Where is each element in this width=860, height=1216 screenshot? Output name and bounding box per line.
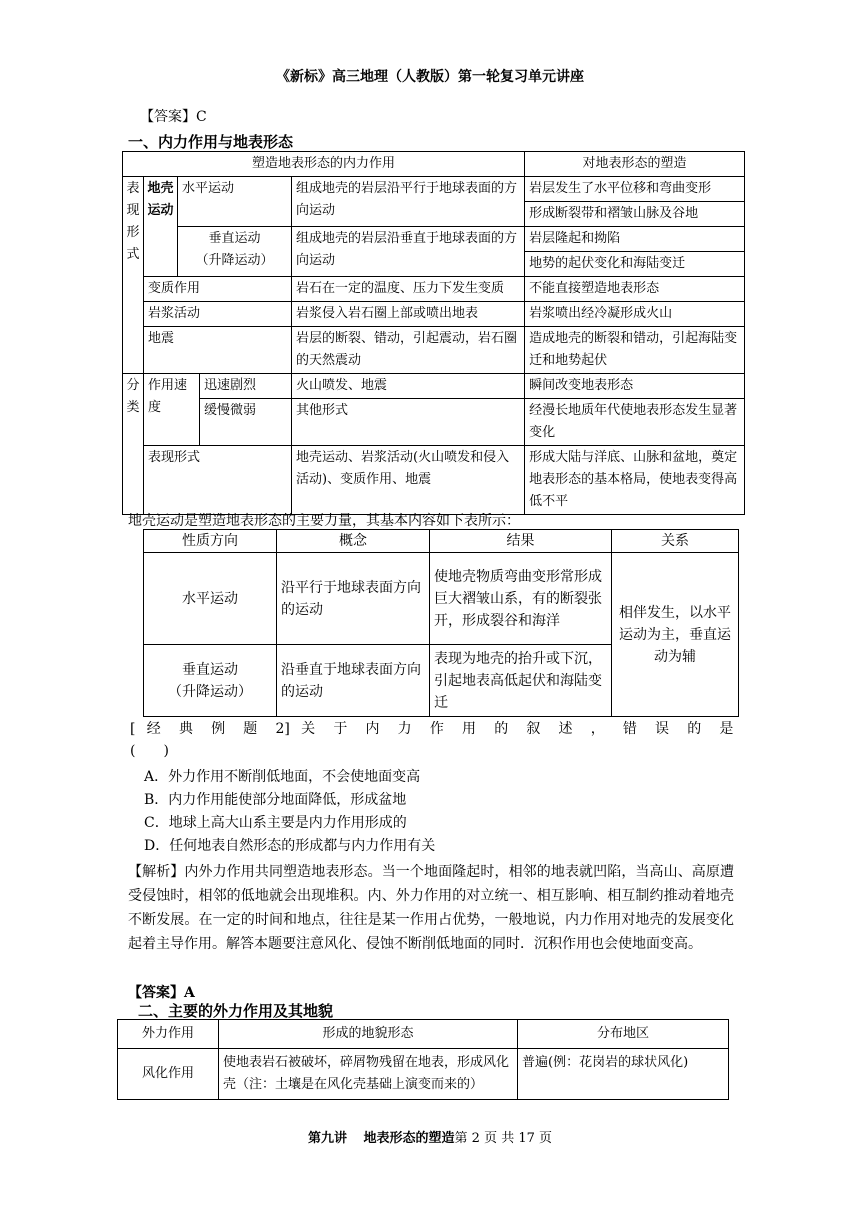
page-number: 第 2 页 共 17 页	[454, 1131, 553, 1146]
category-label: 分类	[123, 374, 144, 515]
vertical-sub-label: （升降运动）	[195, 253, 274, 268]
table-cell: 瞬间改变地表形态	[525, 374, 745, 399]
table-header-cell: 塑造地表形态的内力作用	[123, 152, 525, 177]
example-title-char: 述	[558, 721, 580, 737]
table-cell: 变质作用	[144, 277, 292, 302]
table-header-cell: 外力作用	[118, 1020, 219, 1049]
example-title-char: 于	[333, 721, 355, 737]
example-title-char: [	[130, 721, 136, 737]
example-title-char: 经	[146, 721, 168, 737]
answer-line: 【答案】C	[140, 109, 207, 125]
table-cell: 水平运动	[178, 177, 292, 227]
example-title-char: 内	[365, 721, 387, 737]
lecture-topic: 地表形态的塑造	[363, 1131, 455, 1146]
option-a: A．外力作用不断削低地面，不会使地面变高	[144, 769, 421, 785]
example-title-char: ，	[590, 721, 612, 737]
table-cell: 表现为地壳的抬升或下沉，引起地表高低起伏和海陆变迁	[430, 645, 612, 717]
exogenic-forces-table	[117, 1019, 729, 1100]
page-footer	[0, 1127, 860, 1146]
table-cell: 使地表岩石被破坏，碎屑物残留在地表，形成风化壳（注：土壤是在风化壳基础上演变而来的）	[219, 1049, 518, 1100]
table-cell: 岩浆侵入岩石圈上部或喷出地表	[292, 302, 525, 327]
table-cell: 水平运动	[144, 553, 277, 645]
page-header: 《新标》高三地理（人教版）第一轮复习单元讲座	[276, 69, 584, 85]
table-cell: 岩层发生了水平位移和弯曲变形	[525, 177, 745, 202]
analysis-paragraph: 【解析】内外力作用共同塑造地表形态。当一个地面隆起时，相邻的地表就凹陷，当高山、高原遭受侵蚀时，相邻的低地就会出现堆积。内、外力作用的对立统一、相互影响、相互制约推动着地壳不断发展。在一定的时间和地点，往往是某一作用占优势，一般地说，内力作用对地壳的发展变化起着主导作用。解答本题要注意风化、侵蚀不断削低地面的同时．沉积作用也会使地面变高。	[128, 864, 734, 952]
table-cell: 表现形式	[144, 446, 292, 515]
option-c: C．地球上高大山系主要是内力作用形成的	[144, 815, 407, 831]
table-cell: 地震	[144, 327, 292, 374]
table-cell: 形成断裂带和褶皱山脉及谷地	[525, 202, 745, 227]
table-cell: 沿垂直于地球表面方向的运动	[277, 645, 430, 717]
lecture-number: 第九讲	[307, 1131, 347, 1146]
table-header-cell: 分布地区	[518, 1020, 729, 1049]
options-list	[144, 766, 435, 858]
table-cell: 岩浆活动	[144, 302, 292, 327]
table-cell	[144, 645, 277, 717]
table-cell: 普遍(例：花岗岩的球状风化)	[518, 1049, 729, 1100]
table-cell	[178, 227, 292, 277]
section-title: 二、主要的外力作用及其地貌	[138, 1002, 334, 1020]
example-title-char: 关	[301, 721, 323, 737]
table-cell: 使地壳物质弯曲变形常形成巨大褶皱山系，有的断裂张开，形成裂谷和海洋	[430, 553, 612, 645]
answer-paren: ( )	[130, 743, 169, 759]
vertical-label: 垂直运动	[182, 661, 238, 678]
category-label: 地壳运动	[144, 177, 178, 277]
table-cell: 风化作用	[118, 1049, 219, 1100]
table-header-cell: 概念	[277, 530, 430, 553]
vertical-label: 垂直运动	[208, 231, 261, 246]
example-title-char: 题	[243, 721, 265, 737]
table-header-cell: 结果	[430, 530, 612, 553]
answer-line: 【答案】A	[128, 985, 195, 1001]
table-cell: 岩层隆起和拗陷	[525, 227, 745, 252]
intro-text: 地壳运动是塑造地表形态的主要力量，其基本内容如下表所示：	[128, 513, 520, 529]
table-cell: 组成地壳的岩层沿平行于地球表面的方向运动	[292, 177, 525, 227]
table-cell: 地势的起伏变化和海陆变迁	[525, 252, 745, 277]
example-title-char: 典	[178, 721, 200, 737]
option-b: B．内力作用能使部分地面降低，形成盆地	[144, 792, 407, 808]
table-cell: 地壳运动、岩浆活动(火山喷发和侵入活动)、变质作用、地震	[292, 446, 525, 515]
option-d: D．任何地表自然形态的形成都与内力作用有关	[144, 838, 436, 854]
example-title-char: 作	[429, 721, 451, 737]
table-cell: 岩浆喷出经冷凝形成火山	[525, 302, 745, 327]
table-cell: 沿平行于地球表面方向的运动	[277, 553, 430, 645]
vertical-sub-label: （升降运动）	[168, 683, 252, 700]
table-header-cell: 关系	[612, 530, 739, 553]
table-cell: 岩层的断裂、错动，引起震动，岩石圈的天然震动	[292, 327, 525, 374]
example-title-char: 是	[719, 721, 734, 737]
crustal-movement-table	[143, 529, 739, 717]
table-cell: 其他形式	[292, 399, 525, 446]
table-cell: 组成地壳的岩层沿垂直于地球表面的方向运动	[292, 227, 525, 277]
section-title: 一、内力作用与地表形态	[128, 133, 294, 151]
example-title-char: 误	[655, 721, 676, 737]
example-question	[130, 718, 733, 762]
example-title-char: 的	[494, 721, 516, 737]
table-cell: 迅速剧烈	[200, 374, 292, 399]
endogenic-forces-table	[122, 151, 745, 515]
example-title-char: 例	[211, 721, 232, 737]
table-cell: 形成大陆与洋底、山脉和盆地，奠定地表形态的基本格局，使地表变得高低不平	[525, 446, 745, 515]
table-cell: 经漫长地质年代使地表形态发生显著变化	[525, 399, 745, 446]
table-cell: 岩石在一定的温度、压力下发生变质	[292, 277, 525, 302]
table-header-cell: 形成的地貌形态	[219, 1020, 518, 1049]
example-title-char: 的	[687, 721, 709, 737]
example-title-char: 叙	[526, 721, 548, 737]
example-title-char: 2]	[275, 721, 290, 737]
table-header-cell: 性质方向	[144, 530, 277, 553]
table-cell: 缓慢微弱	[200, 399, 292, 446]
example-title-char: 错	[622, 721, 644, 737]
example-title	[130, 718, 733, 740]
speed-label: 作用速度	[144, 374, 200, 446]
category-label: 表现形式	[123, 177, 144, 374]
example-title-char: 力	[397, 721, 419, 737]
table-cell: 相伴发生，以水平运动为主，垂直运动为辅	[612, 553, 739, 717]
table-cell: 火山喷发、地震	[292, 374, 525, 399]
example-title-char: 用	[462, 721, 483, 737]
table-cell: 造成地壳的断裂和错动，引起海陆变迁和地势起伏	[525, 327, 745, 374]
table-header-cell: 对地表形态的塑造	[525, 152, 745, 177]
table-cell: 不能直接塑造地表形态	[525, 277, 745, 302]
